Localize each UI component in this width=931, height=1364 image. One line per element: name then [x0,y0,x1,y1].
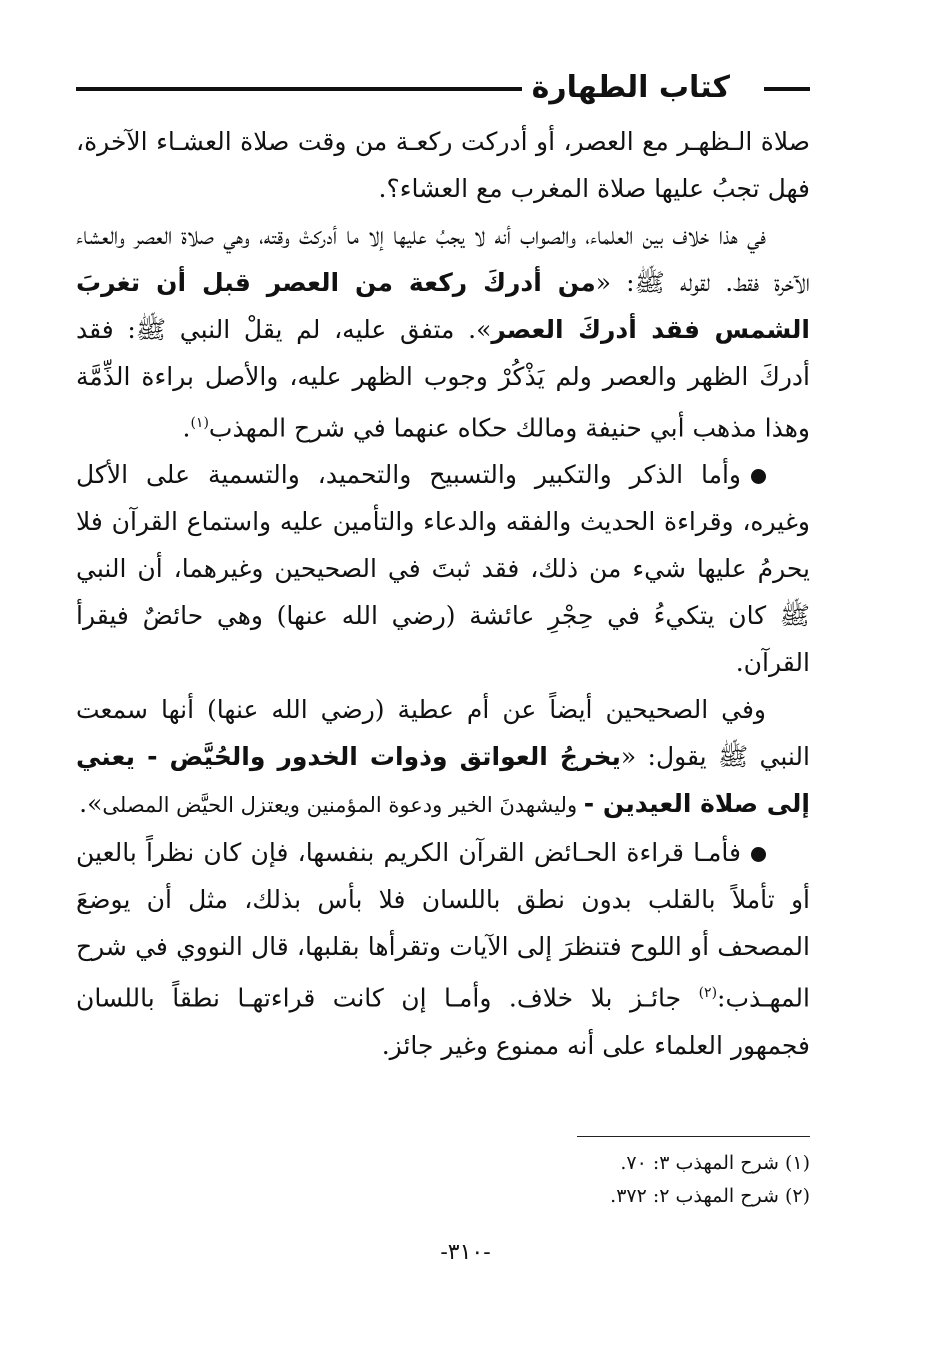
page-number: -٣١٠- [440,1240,491,1265]
chapter-title: كتاب الطهارة [522,68,740,108]
bullet-icon [751,847,766,862]
paragraph-4-text-a: وفي الصحيحين أيضاً عن أم عطية (رضي الله عنها) أنها سمعت النبي ﷺ يقول: « [76,695,810,772]
header-rule-right [764,87,810,91]
paragraph-3 [76,451,810,686]
header-rule-left [76,87,566,91]
paragraph-3-text: وأما الذكر والتكبير والتسبيح والتحميد، والتسمية على الأكل وغيره، وقراءة الحديث والفقه والدعاء والتأمين عليه واستماع القرآن فلا يحرمُ عليها شيء من ذلك، فقد ثبتَ في الصحيحين وغيرهما، أن النبي ﷺ كان يتكيءُ في حِجْرِ عائشة (رضي الله عنها) وهي حائضٌ فيقرأ القرآن. [76,460,810,678]
paragraph-1: صلاة الـظهـر مع العصر، أو أدركت ركعـة من وقت صلاة العشـاء الآخرة، فهل تجبُ عليها صلاة المغرب مع العشاء؟. [76,127,810,203]
paragraph-4-end: ». [79,789,103,819]
running-header [76,68,810,108]
hadith-quote-2-continued: وليشهدنَ الخير ودعوة المؤمنين ويعتزل الحيَّض المصلى [102,793,584,818]
paragraph-2-text-b: ». متفق عليه، لم يقلْ النبي ﷺ: فقد أدركَ الظهر والعصر ولم يَذْكُرْ وجوب الظهر عليه، والأصل براءة الذِّمَّة وهذا مذهب أبي حنيفة ومالك حكاه عنهما في شرح المهذب [76,315,810,443]
paragraph-5-text-a: فأمـا قراءة الحـائض القرآن الكريم بنفسها، فإن كان نظراً بالعين أو تأملاً بالقلب بدون نطق باللسان فلا بأس بذلك، مثل أن يوضعَ المصحف أو اللوح فتنظرَ إلى الآيات وتقرأها بقلبها، قال النووي في شرح المهـذب: [76,838,810,1013]
paragraph-2-end: . [182,413,191,443]
paragraph-5-text-b: جائـز بلا خلاف. وأمـا إن كانت قراءتهـا نطقاً باللسان فجمهور العلماء على أنه ممنوع وغير جائز. [76,983,810,1060]
footnote-2: (٢) شرح المهذب ٢: ٣٧٢. [610,1185,810,1207]
footnote-divider [577,1136,810,1137]
paragraph-4 [76,686,810,829]
paragraph-2 [76,212,810,451]
bullet-icon [751,469,766,484]
body-text [76,118,810,1069]
footnote-ref-1: (١) [190,415,209,431]
footnote-ref-2: (٢) [698,985,718,1002]
footnotes [210,1147,810,1213]
paragraph-5 [76,829,810,1068]
hadith-quote-1: من أدركَ ركعة من العصر قبل أن تغربَ الشمس فقد أدركَ العصر [76,268,810,344]
paragraph-2-text-a: في هذا خلاف بين العلماء، والصواب أنه لا يجبُ عليها إلا ما أدركتْ وقته، وهي صلاة العصر والعشاء الآخرة فقط. لقوله ﷺ: « [76,221,810,297]
footnote-1: (١) شرح المهذب ٣: ٧٠. [620,1152,810,1174]
hadith-quote-2: يخرجُ العواتق وذوات الخدور والحُيَّض - يعني إلى صلاة العيدين - [76,742,810,819]
